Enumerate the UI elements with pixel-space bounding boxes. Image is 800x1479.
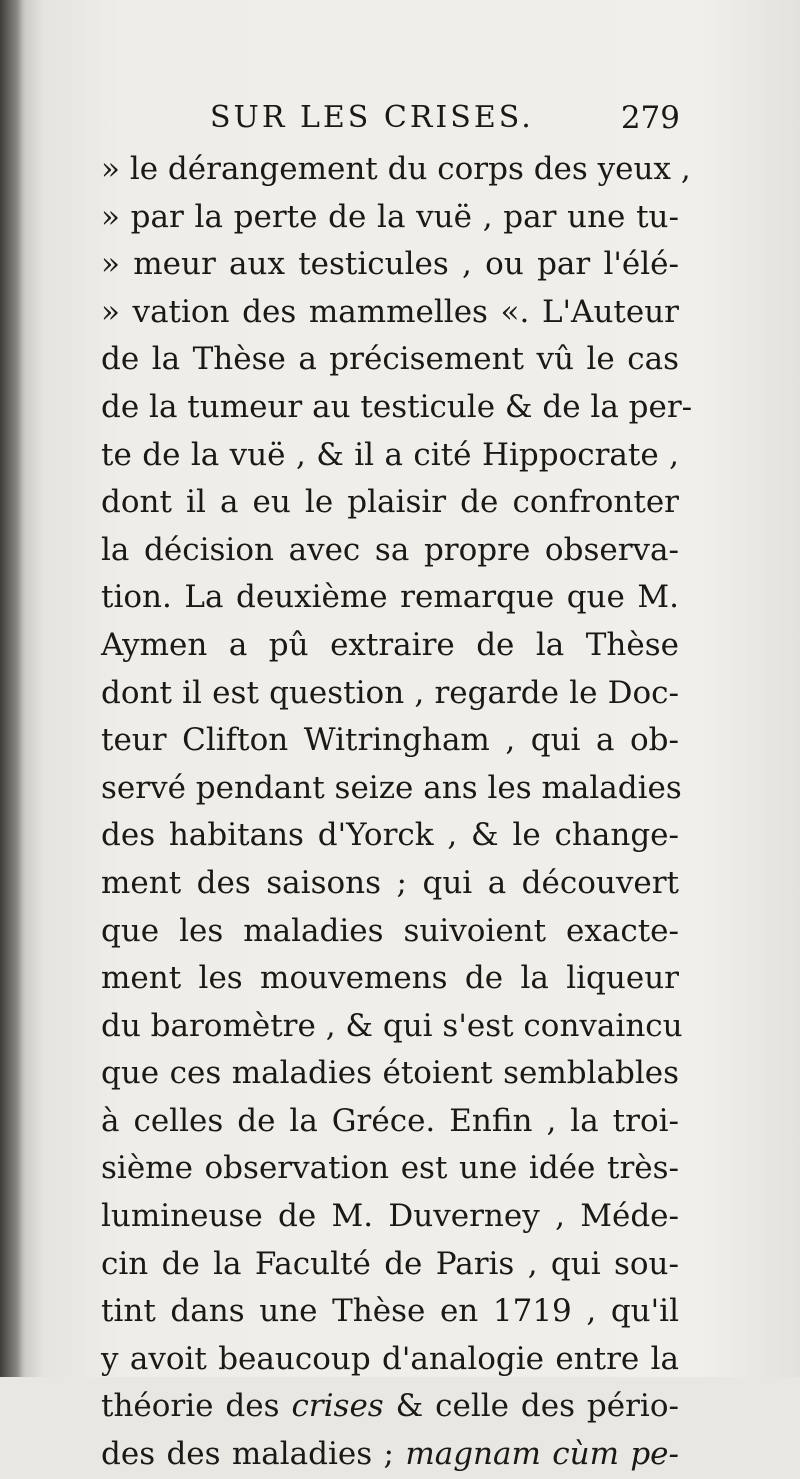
text-line: du baromètre , & qui s'est convaincu — [101, 1007, 683, 1044]
text-line: ment des saisons ; qui a découvert — [101, 864, 679, 901]
text-line: » vation des mammelles «. L'Auteur — [101, 293, 679, 330]
body-text — [101, 146, 693, 1479]
running-head-title: SUR LES CRISES. — [210, 100, 534, 135]
italic-term: crises — [291, 1388, 384, 1425]
text-line: que ces maladies étoient semblables — [101, 1055, 679, 1092]
text-line: » le dérangement du corps des yeux , — [101, 151, 691, 187]
text-line: des habitans d'Yorck , & le change- — [101, 817, 679, 854]
text-line: dont il est question , regarde le Doc- — [101, 674, 679, 711]
text-line: » par la perte de la vuë , par une tu- — [101, 198, 679, 235]
text-line: » meur aux testicules , ou par l'élé- — [101, 246, 679, 283]
text-line — [101, 1383, 679, 1431]
text-line: que les maladies suivoient exacte- — [101, 912, 679, 949]
text-line: à celles de la Gréce. Enfin , la troi- — [101, 1102, 679, 1139]
text-line: lumineuse de M. Duverney , Méde- — [101, 1198, 679, 1235]
text-line: de la Thèse a précisement vû le cas — [101, 341, 679, 378]
italic-latin-phrase: magnam cùm pe- — [405, 1436, 679, 1473]
binding-shadow — [0, 0, 22, 1377]
text-line: Aymen a pû extraire de la Thèse — [101, 626, 679, 663]
text-segment: théorie des — [101, 1388, 292, 1425]
text-segment: des des maladies ; — [101, 1436, 406, 1473]
text-line — [101, 1431, 679, 1479]
text-line: de la tumeur au testicule & de la per- — [101, 388, 693, 425]
text-line: y avoit beaucoup d'analogie entre la — [101, 1340, 679, 1377]
text-line: dont il a eu le plaisir de confronter — [101, 484, 679, 521]
running-head — [210, 100, 680, 144]
text-line: tion. La deuxième remarque que M. — [101, 579, 679, 616]
text-line: tint dans une Thèse en 1719 , qu'il — [101, 1293, 679, 1330]
text-line: la décision avec sa propre observa- — [101, 531, 679, 568]
text-line: servé pendant seize ans les maladies — [101, 769, 682, 806]
text-segment: & celle des pério- — [383, 1388, 679, 1425]
text-line: te de la vuë , & il a cité Hippocrate , — [101, 436, 679, 473]
text-line: sième observation est une idée très- — [101, 1150, 679, 1187]
text-line: ment les mouvemens de la liqueur — [101, 960, 679, 997]
page-number: 279 — [620, 100, 680, 136]
text-line: cin de la Faculté de Paris , qui sou- — [101, 1245, 679, 1282]
text-line: teur Clifton Witringham , qui a ob- — [101, 722, 679, 759]
